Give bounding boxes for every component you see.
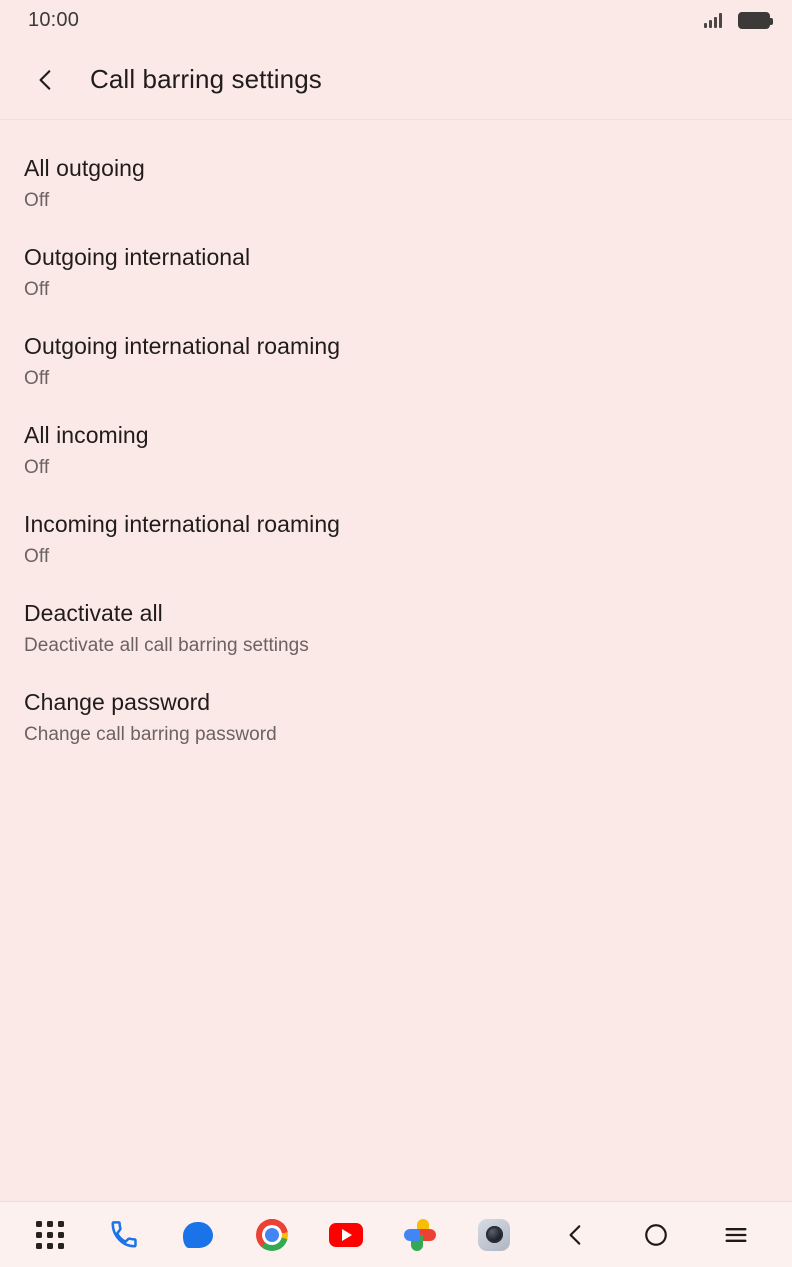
- list-item-all-outgoing[interactable]: [0, 138, 792, 227]
- nav-home-icon[interactable]: [636, 1215, 676, 1255]
- settings-list: [0, 120, 792, 1201]
- list-item-change-password[interactable]: [0, 672, 792, 761]
- status-clock: 10:00: [28, 8, 80, 31]
- status-bar: [0, 0, 792, 40]
- list-item-title: Deactivate all: [24, 600, 163, 626]
- list-item-subtitle: Off: [24, 190, 50, 211]
- list-item-title: All incoming: [24, 422, 149, 448]
- dock-app-icons: [30, 1215, 514, 1255]
- app-drawer-icon[interactable]: [30, 1215, 70, 1255]
- list-item-title: Outgoing international roaming: [24, 333, 341, 359]
- list-item-subtitle: Off: [24, 279, 50, 300]
- messages-icon[interactable]: [178, 1215, 218, 1255]
- photos-icon[interactable]: [400, 1215, 440, 1255]
- list-item-outgoing-international-roaming[interactable]: [0, 316, 792, 405]
- chrome-icon[interactable]: [252, 1215, 292, 1255]
- list-item-subtitle: Change call barring password: [24, 724, 277, 745]
- list-item-title: All outgoing: [24, 155, 145, 181]
- nav-back-icon[interactable]: [556, 1215, 596, 1255]
- camera-icon[interactable]: [474, 1215, 514, 1255]
- list-item-title: Change password: [24, 689, 211, 715]
- list-item-outgoing-international[interactable]: [0, 227, 792, 316]
- list-item-title: Incoming international roaming: [24, 511, 341, 537]
- list-item-deactivate-all[interactable]: [0, 583, 792, 672]
- list-item-subtitle: Off: [24, 368, 50, 389]
- battery-full-icon: [738, 12, 770, 29]
- list-item-subtitle: Off: [24, 546, 50, 567]
- youtube-icon[interactable]: [326, 1215, 366, 1255]
- page-title: Call barring settings: [90, 64, 322, 94]
- phone-icon[interactable]: [104, 1215, 144, 1255]
- bottom-dock: [0, 1201, 792, 1267]
- app-bar: [0, 40, 792, 120]
- list-item-all-incoming[interactable]: [0, 405, 792, 494]
- system-navigation-bar: [556, 1215, 762, 1255]
- list-item-incoming-international-roaming[interactable]: [0, 494, 792, 583]
- signal-bars-icon: [704, 12, 722, 28]
- nav-recents-icon[interactable]: [716, 1215, 756, 1255]
- status-icons: [704, 12, 770, 29]
- list-item-title: Outgoing international: [24, 244, 251, 270]
- chevron-left-icon[interactable]: [22, 56, 70, 104]
- list-item-subtitle: Deactivate all call barring settings: [24, 635, 309, 656]
- list-item-subtitle: Off: [24, 457, 50, 478]
